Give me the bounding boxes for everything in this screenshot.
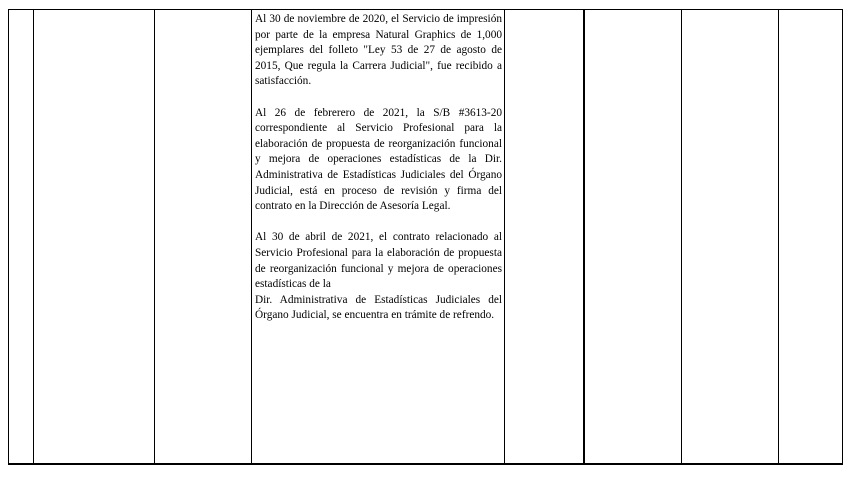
table-row (9, 10, 843, 465)
table-cell-7 (682, 10, 779, 465)
report-table-container (8, 9, 842, 465)
status-paragraph-3-part-2: Dir. Administrativa de Estadísticas Judiciales del Órgano Judicial, se encuentra en trámite de refrendo. (255, 293, 502, 322)
status-text-block (252, 10, 504, 324)
status-paragraph-2: Al 26 de febrerero de 2021, la S/B #3613-20 correspondiente al Servicio Profesional para la elaboración de propuesta de reorganización funcional y mejora de operaciones estadísticas de la Dir. Administrativa de Estadísticas Judiciales del Órgano Judicial, está en proceso de revisión y firma del contrato en la Dirección de Asesoría Legal. (255, 106, 502, 213)
status-paragraph-1: Al 30 de noviembre de 2020, el Servicio de impresión por parte de la empresa Natural Graphics de 1,000 ejemplares del folleto "Ley 53 de 27 de agosto de 2015, Que regula la Carrera Judicial", fue recibido a satisfacción. (255, 13, 502, 88)
status-paragraph-3-part-1: Al 30 de abril de 2021, el contrato relacionado al Servicio Profesional para la elaboración de propuesta de reorganización funcional y mejora de operaciones estadísticas de la (255, 231, 502, 291)
table-cell-1 (9, 10, 34, 465)
status-paragraph-3 (255, 230, 502, 324)
table-cell-5 (505, 10, 584, 465)
table-cell-status (252, 10, 505, 465)
report-table (8, 9, 843, 465)
table-cell-2 (34, 10, 155, 465)
table-cell-6 (584, 10, 682, 465)
table-cell-8 (779, 10, 843, 465)
table-cell-3 (155, 10, 252, 465)
